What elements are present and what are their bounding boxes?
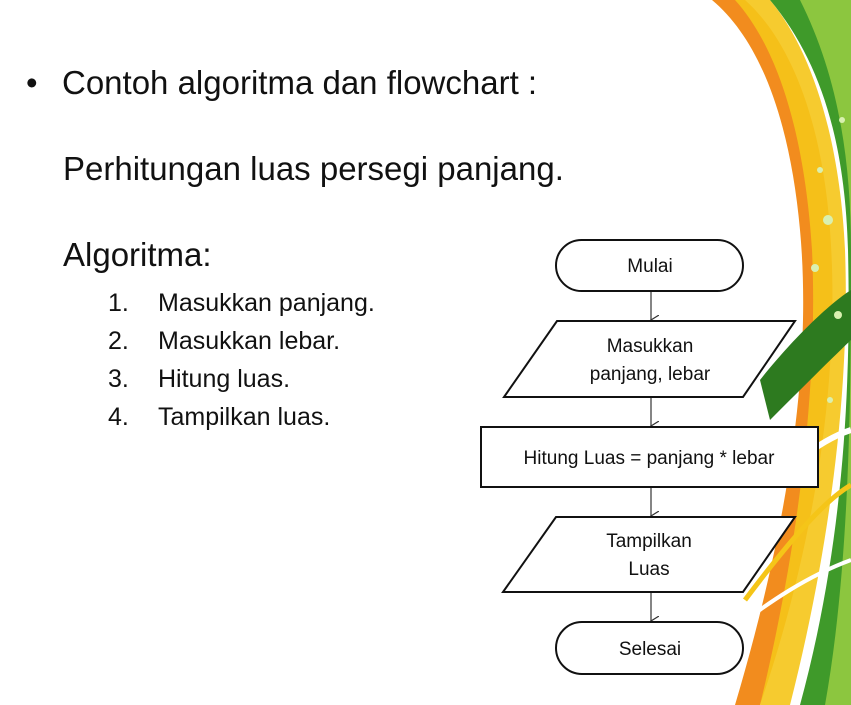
bullet-text: Contoh algoritma dan flowchart : xyxy=(62,64,538,101)
step-number: 2. xyxy=(108,327,129,355)
output-label-line2: Luas xyxy=(628,559,670,580)
step-text: Tampilkan luas. xyxy=(158,403,331,431)
input-label-line1: Masukkan xyxy=(606,336,694,357)
output-shape xyxy=(503,517,795,592)
end-label: Selesai xyxy=(618,639,682,660)
step-text: Masukkan panjang. xyxy=(158,289,375,317)
output-label-line1: Tampilkan xyxy=(606,531,692,552)
input-label-line2: panjang, lebar xyxy=(589,364,711,385)
start-terminator xyxy=(556,240,743,291)
end-terminator xyxy=(556,622,743,674)
algorithm-heading: Algoritma: xyxy=(63,236,212,273)
step-text: Hitung luas. xyxy=(158,365,291,393)
process-box xyxy=(481,427,818,487)
subtitle: Perhitungan luas persegi panjang. xyxy=(63,150,564,187)
bullet-symbol: • xyxy=(26,64,38,101)
start-label: Mulai xyxy=(627,256,673,277)
step-number: 3. xyxy=(108,365,129,393)
output-parallelogram xyxy=(503,517,795,592)
step-number: 1. xyxy=(108,289,129,317)
step-text: Masukkan lebar. xyxy=(158,327,341,355)
input-shape xyxy=(504,321,795,397)
step-number: 4. xyxy=(108,403,129,431)
process-label: Hitung Luas = panjang * lebar xyxy=(523,448,775,469)
input-parallelogram xyxy=(504,321,795,397)
